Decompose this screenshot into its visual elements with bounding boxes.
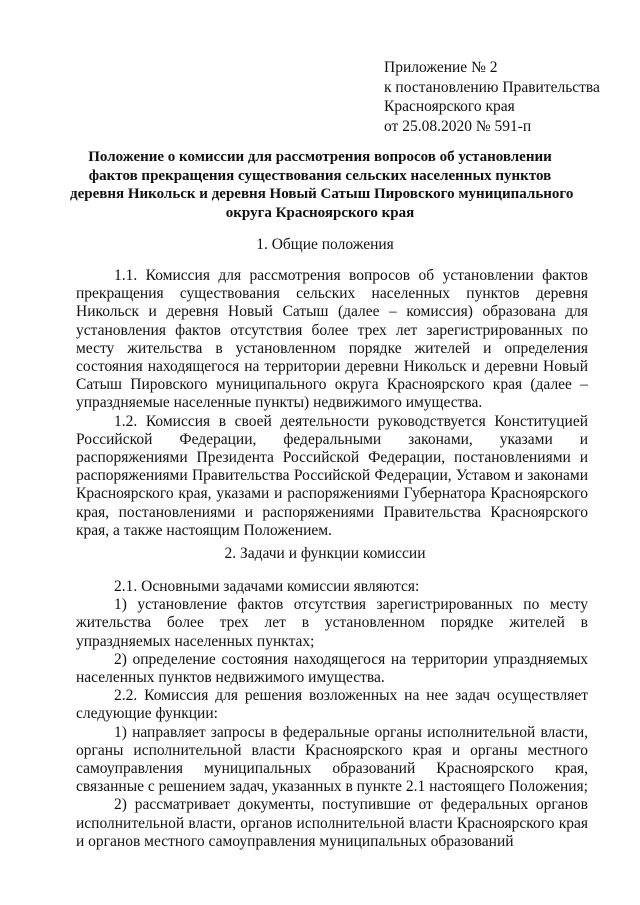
paragraph-1-2: 1.2. Комиссия в своей деятельности руководствуется Конституцией Российской Федерации, федеральными законами, указами и распоряжениями Президента Российской Федерации, постановлениями и распоряжениями Правительства Российской Федерации, Уставом и законами Красноярского края, указами и распоряжениями Губернатора Красноярского края, постановлениями и распоряжениями Правительства Красноярского края, а также настоящим Положением. bbox=[76, 412, 588, 539]
paragraph-2-2: 2.2. Комиссия для решения возложенных на нее задач осуществляет следующие функции: bbox=[76, 687, 588, 723]
paragraph-2-1-item-2: 2) определение состояния находящегося на территории упраздняемых населенных пунктов недвижимого имущества. bbox=[76, 650, 588, 687]
section-2-heading: 2. Задачи и функции комиссии bbox=[224, 545, 426, 562]
document-title bbox=[70, 148, 574, 222]
paragraph-2-2-item-2: 2) рассматривает документы, поступившие от федеральных органов исполнительной власти, органов исполнительной власти Красноярского края и органов местного самоуправления муниципальных образований bbox=[76, 796, 588, 850]
title-line: деревня Никольск и деревня Новый Сатыш Пировского муниципального bbox=[70, 186, 574, 202]
title-line: округа Красноярского края bbox=[225, 204, 415, 221]
annex-region-line: Красноярского края bbox=[384, 98, 515, 115]
annex-reference bbox=[384, 58, 624, 136]
paragraph-2-1-item-1: 1) установление фактов отсутствия зарегистрированных по месту жительства более трех лет в установленном порядке жителей в упраздняемых населенных пунктах; bbox=[76, 596, 588, 650]
paragraph-2-2-item-1: 1) направляет запросы в федеральные органы исполнительной власти, органы исполнительной власти Красноярского края и органы местного самоуправления муниципальных образований Красноярского края, связанные с решением задач, указанных в пункте 2.1 настоящего Положения; bbox=[76, 723, 588, 796]
section-1-heading: 1. Общие положения bbox=[256, 236, 394, 253]
paragraph-1-1: 1.1. Комиссия для рассмотрения вопросов об установлении фактов прекращения существования сельских населенных пунктов деревня Никольск и деревня Новый Сатыш (далее – комиссия) образована для установления фактов отсутствия более трех лет зарегистрированных по месту жительства в установленном порядке жителей и определения состояния находящегося на территории деревни Никольск и деревни Новый Сатыш Пировского муниципального округа Красноярского края (далее – упраздняемые населенные пункты) недвижимого имущества. bbox=[76, 267, 588, 412]
section-2-body bbox=[76, 578, 588, 851]
section-1-body bbox=[76, 267, 588, 540]
annex-decree-date: от 25.08.2020 № 591-п bbox=[384, 117, 532, 135]
title-line: Положение о комиссии для рассмотрения вопросов об установлении bbox=[88, 149, 552, 165]
paragraph-2-1: 2.1. Основными задачами комиссии являются: bbox=[114, 578, 420, 595]
title-line: фактов прекращения существования сельских населенных пунктов bbox=[88, 167, 552, 184]
annex-number: Приложение № 2 bbox=[384, 59, 498, 76]
annex-decree-line: к постановлению Правительства bbox=[384, 78, 600, 96]
